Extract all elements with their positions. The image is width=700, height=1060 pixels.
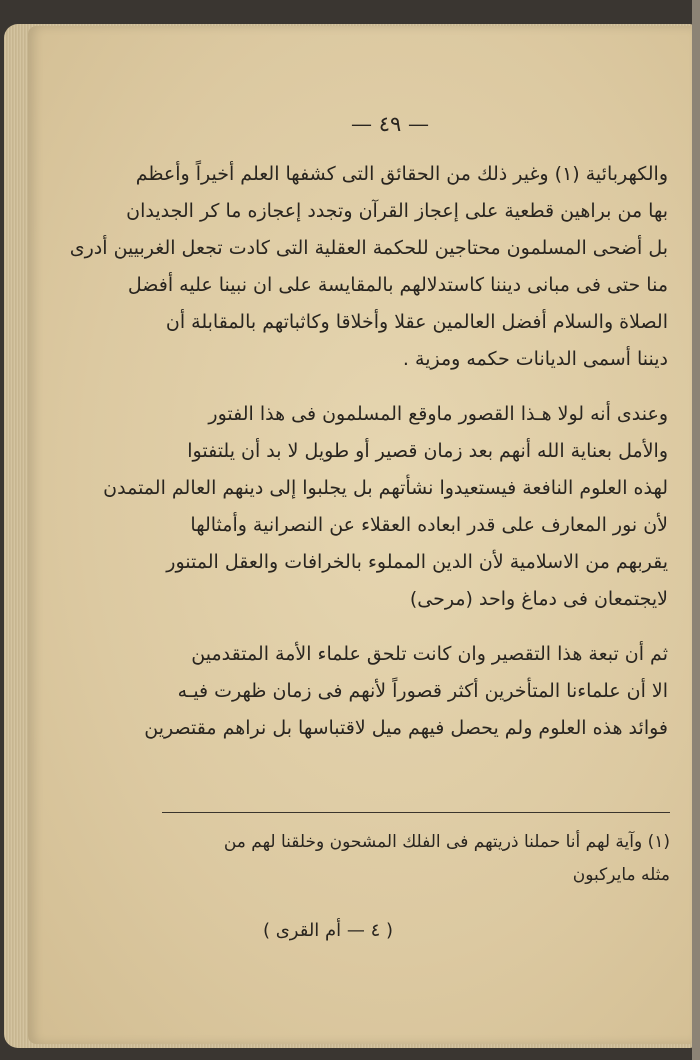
paragraph	[144, 636, 668, 747]
footnote-line: مثله مايركبون	[572, 865, 670, 885]
text-line: لهذه العلوم النافعة فيستعيدوا نشأتهم بل يجلبوا إلى دينهم العالم المتمدن	[103, 477, 668, 499]
paragraph	[103, 396, 668, 618]
text-line: والكهربائية (١) وغير ذلك من الحقائق التى كشفها العلم أخيراً وأعظم	[135, 163, 668, 185]
paragraph-gap	[150, 618, 668, 636]
text-line: والأمل بعناية الله أنهم بعد زمان قصير أو طويل لا بد أن يلتفتوا	[187, 440, 668, 462]
paragraph	[69, 156, 668, 378]
text-line: منا حتى فى مبانى ديننا كاستدلالهم بالمقايسة على ان نبينا عليه أفضل	[127, 274, 668, 296]
signature-mark: ( ٤ — أم القرى )	[262, 920, 394, 941]
body-text	[69, 156, 668, 747]
text-line: وعندى أنه لولا هـذا القصور ماوقع المسلمون فى هذا الفتور	[208, 403, 668, 425]
footnote-divider	[162, 812, 670, 813]
text-line: ديننا أسمى الديانات حكمه ومزية .	[402, 348, 668, 370]
scan-border	[692, 0, 700, 1060]
text-line: بل أضحى المسلمون محتاجين للحكمة العقلية التى كادت تجعل الغربيين أدرى	[69, 237, 668, 259]
text-line: الا أن علماءنا المتأخرين أكثر قصوراً لأنهم فى زمان ظهرت فيـه	[177, 680, 668, 702]
text-line: الصلاة والسلام أفضل العالمين عقلا وأخلاقا وكاثباتهم بالمقابلة أن	[165, 311, 668, 333]
footnote-line: (١) وآية لهم أنا حملنا ذريتهم فى الفلك المشحون وخلقنا لهم من	[223, 832, 670, 852]
text-line: فوائد هذه العلوم ولم يحصل فيهم ميل لاقتباسها بل نراهم مقتصرين	[144, 717, 668, 739]
text-line: بها من براهين قطعية على إعجاز القرآن وتجدد إعجازه ما كر الجديدان	[126, 200, 668, 222]
paragraph-gap	[150, 378, 668, 396]
page-number: — ٤٩ —	[351, 112, 429, 136]
text-line: ثم أن تبعة هذا التقصير وان كانت تلحق علماء الأمة المتقدمين	[191, 643, 668, 665]
text-line: لأن نور المعارف على قدر ابعاده العقلاء عن النصرانية وأمثالها	[190, 514, 668, 536]
text-line: يقربهم من الاسلامية لأن الدين المملوء بالخرافات والعقل المتنور	[166, 551, 668, 573]
footnote	[160, 826, 670, 892]
text-line: لايجتمعان فى دماغ واحد (مرحى)	[409, 588, 668, 610]
